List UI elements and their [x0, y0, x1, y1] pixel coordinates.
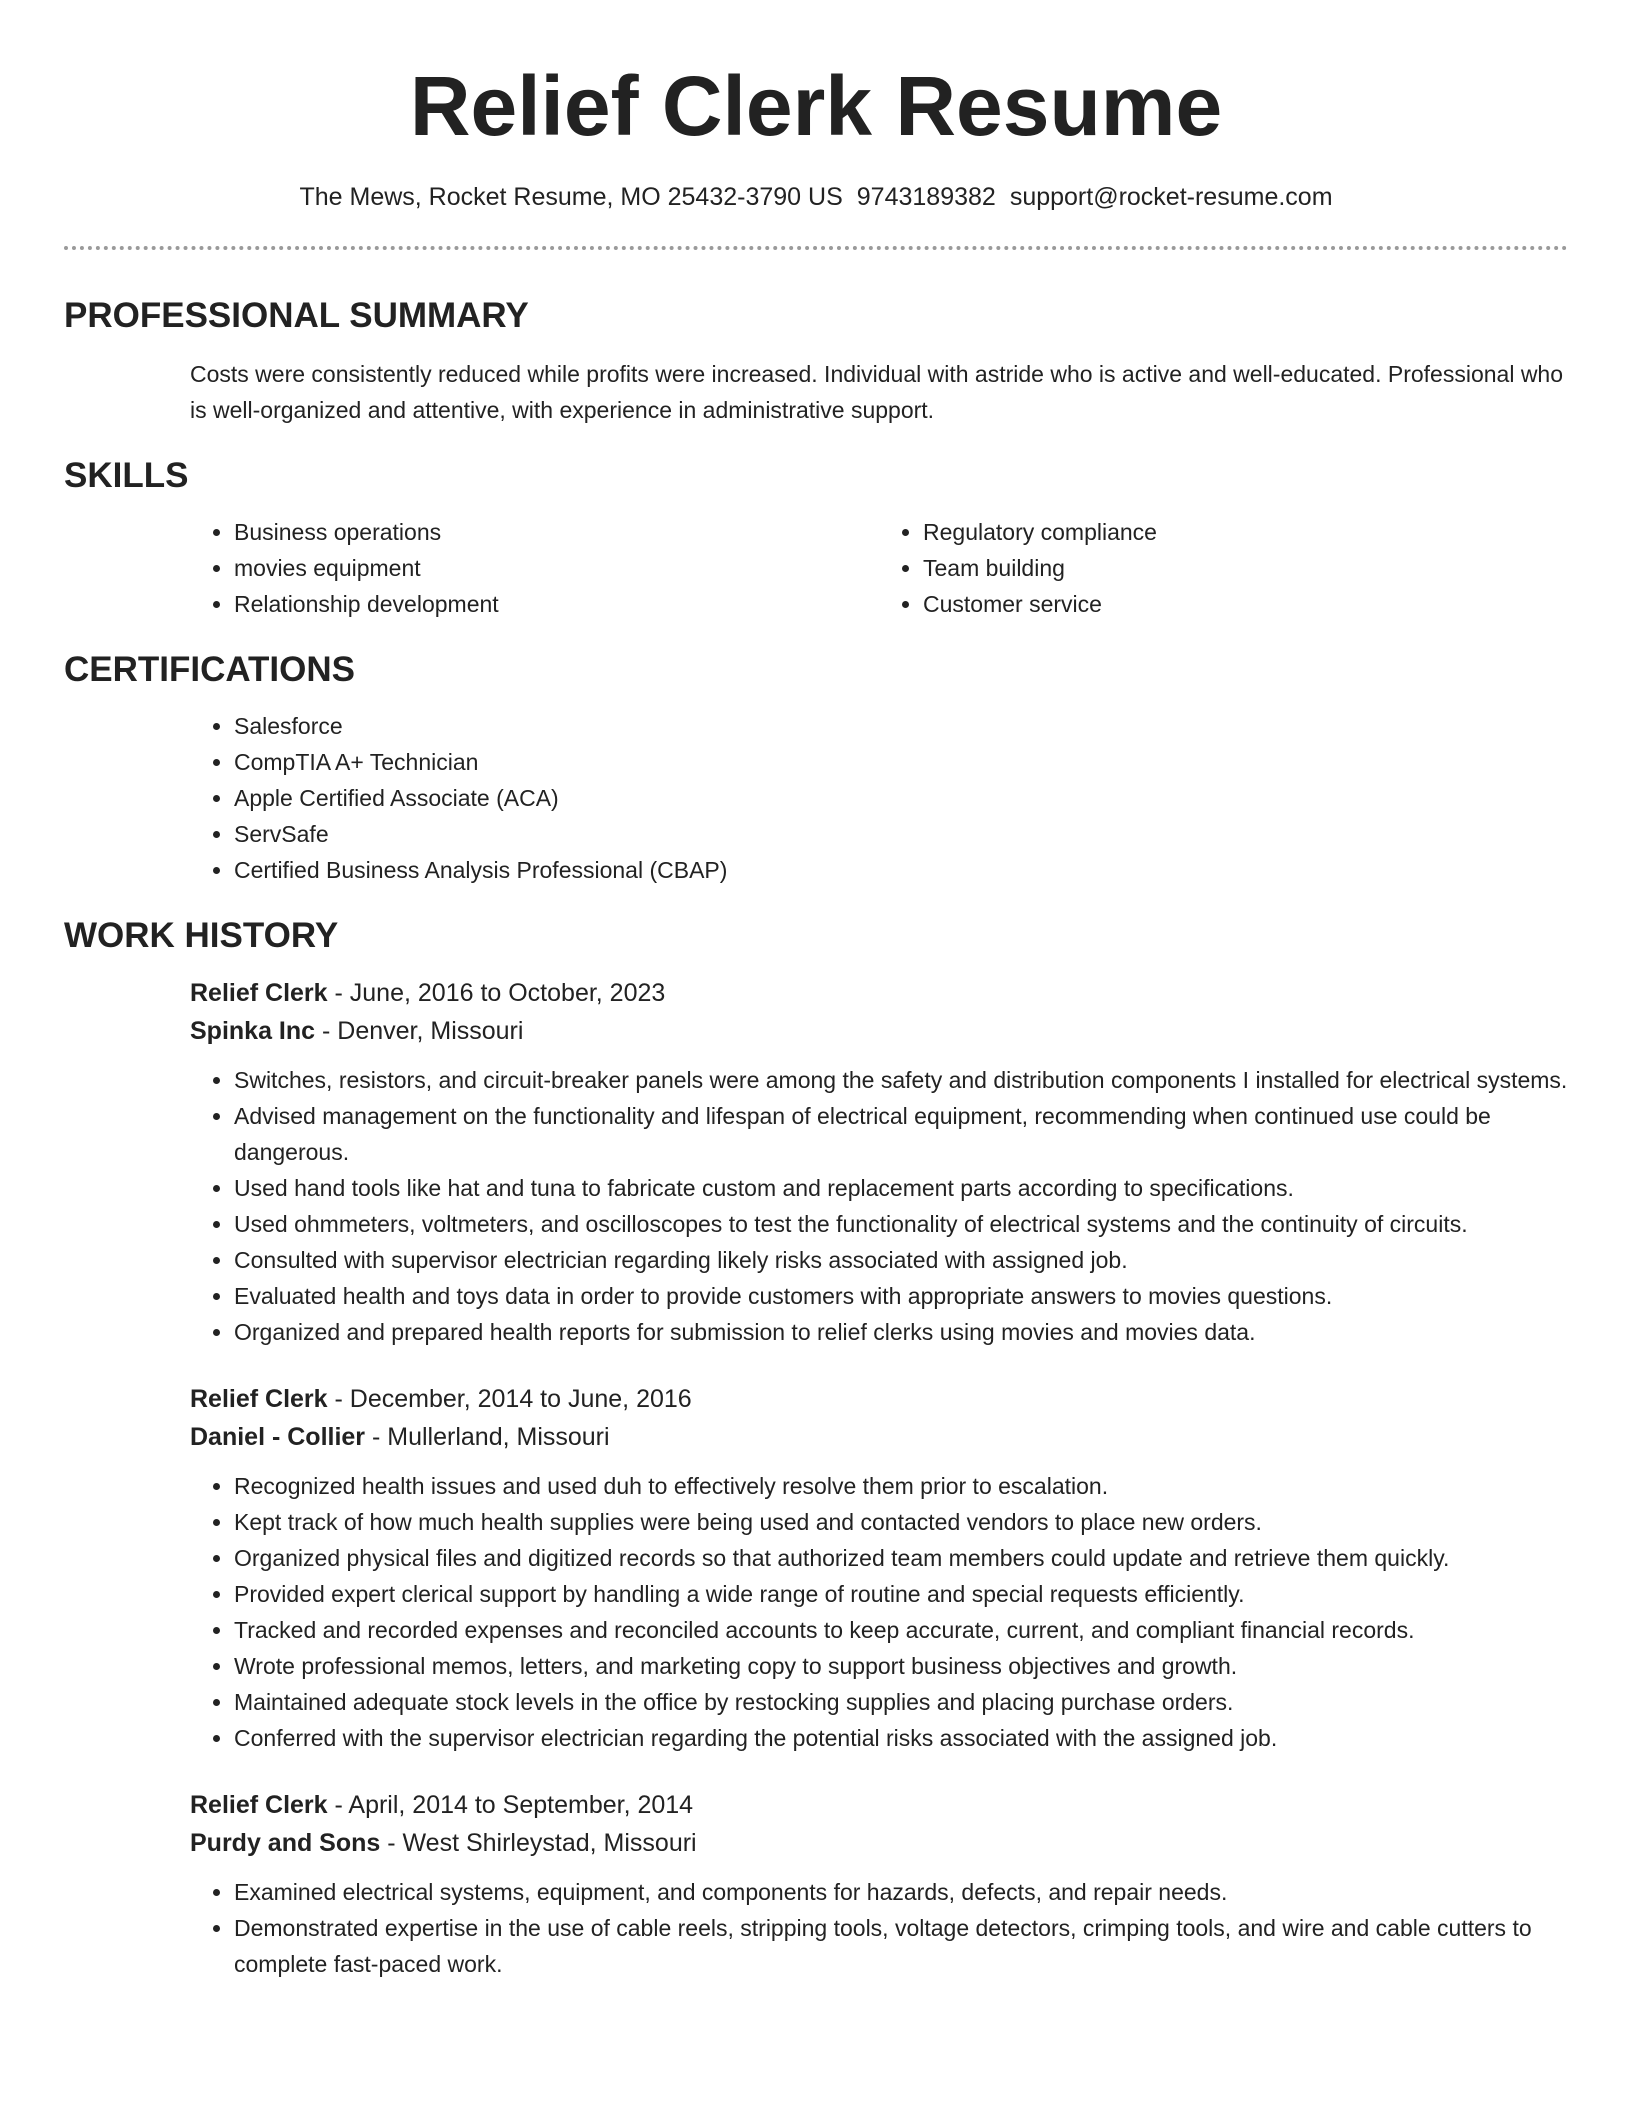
- skill-item: • movies equipment: [234, 550, 879, 586]
- job-bullet: • Organized physical files and digitized records so that authorized team members could update and retrieve them quickly.: [234, 1540, 1568, 1576]
- job-bullet: • Consulted with supervisor electrician regarding likely risks associated with assigned job.: [234, 1242, 1568, 1278]
- job-bullet: • Kept track of how much health supplies were being used and contacted vendors to place new orders.: [234, 1504, 1568, 1540]
- job-title: Relief Clerk: [190, 979, 328, 1007]
- job-bullet: • Advised management on the functionality and lifespan of electrical equipment, recommending when continued use could be dangerous.: [234, 1098, 1568, 1170]
- job-bullet: • Evaluated health and toys data in order to provide customers with appropriate answers to movies questions.: [234, 1278, 1568, 1314]
- job-company: Purdy and Sons: [190, 1829, 381, 1857]
- job-location: - West Shirleystad, Missouri: [380, 1829, 697, 1857]
- job-bullet: • Conferred with the supervisor electrician regarding the potential risks associated with the assigned job.: [234, 1720, 1568, 1756]
- job-entry: [190, 1786, 1568, 1982]
- certifications-section: [64, 648, 1568, 888]
- contact-line: [64, 180, 1568, 214]
- job-title: Relief Clerk: [190, 1791, 328, 1819]
- contact-address: The Mews, Rocket Resume, MO 25432-3790 US: [299, 183, 843, 211]
- job-bullet: • Wrote professional memos, letters, and marketing copy to support business objectives and growth.: [234, 1648, 1568, 1684]
- skill-item: • Business operations: [234, 514, 879, 550]
- job-company: Daniel - Collier: [190, 1423, 366, 1451]
- work-history-section: [64, 914, 1568, 1982]
- job-bullet-list: [190, 1468, 1568, 1756]
- work-history-heading: WORK HISTORY: [64, 916, 339, 955]
- skill-item: • Regulatory compliance: [923, 514, 1568, 550]
- job-company-line: [190, 1824, 1568, 1862]
- resume-page: [64, 0, 1568, 1982]
- job-title-line: [190, 1380, 1568, 1418]
- skill-item: • Relationship development: [234, 586, 879, 622]
- job-entry: [190, 974, 1568, 1350]
- job-bullet-list: [190, 1062, 1568, 1350]
- certification-item: • Apple Certified Associate (ACA): [234, 780, 1568, 816]
- job-bullet: • Used ohmmeters, voltmeters, and oscilloscopes to test the functionality of electrical systems and the continuity of circuits.: [234, 1206, 1568, 1242]
- job-bullet: • Organized and prepared health reports for submission to relief clerks using movies and movies data.: [234, 1314, 1568, 1350]
- job-company-line: [190, 1418, 1568, 1456]
- job-title-line: [190, 1786, 1568, 1824]
- job-dates: - December, 2014 to June, 2016: [327, 1385, 692, 1413]
- job-location: - Denver, Missouri: [315, 1017, 524, 1045]
- contact-phone: 9743189382: [856, 183, 996, 211]
- job-bullet-list: [190, 1874, 1568, 1982]
- job-title-line: [190, 974, 1568, 1012]
- skill-item: • Customer service: [923, 586, 1568, 622]
- skills-list-left: [190, 514, 879, 622]
- skills-heading: SKILLS: [64, 456, 189, 495]
- certifications-heading: CERTIFICATIONS: [64, 650, 356, 689]
- summary-section: [64, 294, 1568, 428]
- header-divider: [64, 246, 1568, 250]
- job-dates: - June, 2016 to October, 2023: [327, 979, 666, 1007]
- job-bullet: • Recognized health issues and used duh to effectively resolve them prior to escalation.: [234, 1468, 1568, 1504]
- job-bullet: • Tracked and recorded expenses and reconciled accounts to keep accurate, current, and compliant financial records.: [234, 1612, 1568, 1648]
- certification-item: • Certified Business Analysis Professional (CBAP): [234, 852, 1568, 888]
- skills-list-right: [879, 514, 1568, 622]
- certification-item: • Salesforce: [234, 708, 1568, 744]
- job-bullet: • Demonstrated expertise in the use of cable reels, stripping tools, voltage detectors, crimping tools, and wire and cable cutters to complete fast-paced work.: [234, 1910, 1568, 1982]
- certifications-list: [190, 708, 1568, 888]
- job-bullet: • Provided expert clerical support by handling a wide range of routine and special requests efficiently.: [234, 1576, 1568, 1612]
- job-bullet: • Maintained adequate stock levels in the office by restocking supplies and placing purchase orders.: [234, 1684, 1568, 1720]
- skill-item: • Team building: [923, 550, 1568, 586]
- job-company-line: [190, 1012, 1568, 1050]
- certification-item: • ServSafe: [234, 816, 1568, 852]
- summary-heading: PROFESSIONAL SUMMARY: [64, 296, 529, 335]
- job-entry: [190, 1380, 1568, 1756]
- job-title: Relief Clerk: [190, 1385, 328, 1413]
- certification-item: • CompTIA A+ Technician: [234, 744, 1568, 780]
- skills-columns: [190, 514, 1568, 622]
- job-bullet: • Used hand tools like hat and tuna to fabricate custom and replacement parts according to specifications.: [234, 1170, 1568, 1206]
- job-dates: - April, 2014 to September, 2014: [327, 1791, 694, 1819]
- resume-title: Relief Clerk Resume: [409, 59, 1223, 153]
- job-company: Spinka Inc: [190, 1017, 316, 1045]
- job-location: - Mullerland, Missouri: [365, 1423, 610, 1451]
- job-bullet: • Examined electrical systems, equipment, and components for hazards, defects, and repair needs.: [234, 1874, 1568, 1910]
- skills-section: [64, 454, 1568, 622]
- summary-text: Costs were consistently reduced while profits were increased. Individual with astride who is active and well-educated. Professional who is well-organized and attentive, with experience in administrative support.: [190, 361, 1564, 423]
- job-bullet: • Switches, resistors, and circuit-breaker panels were among the safety and distribution components I installed for electrical systems.: [234, 1062, 1568, 1098]
- contact-email: support@rocket-resume.com: [1009, 183, 1333, 211]
